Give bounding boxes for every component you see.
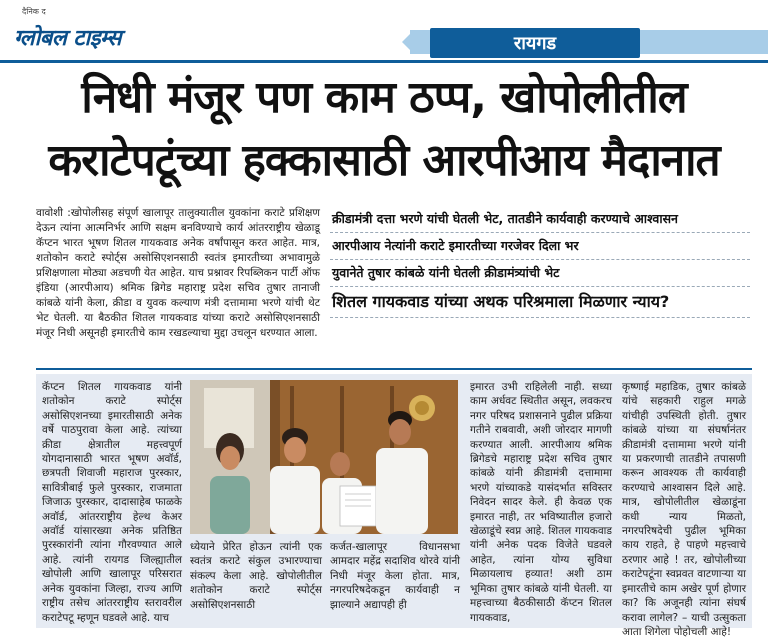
body-column-2a: ध्येयाने प्रेरित होऊन त्यांनी एक स्वतंत्र कराटे संकुल उभारण्याचा संकल्प केला आहे. खोपोलीतील शतोकोन कराटे स्पोर्ट्स असोसिएशनसाठी [190, 541, 322, 611]
masthead [0, 0, 768, 62]
headline [0, 68, 768, 194]
subheadings [330, 206, 750, 318]
newspaper-logo [14, 10, 121, 52]
body-column-3: इमारत उभी राहिलेली नाही. सध्या काम अर्धवट स्थितीत असून, लवकरच नगर परिषद प्रशासनाने पुढील प्रक्रिया गतीने राबवावी, अशी जोरदार मागणी करण्यात आली. आरपीआय श्रमिक ब्रिगेडचे महाराष्ट्र प्रदेश सचिव तुषार कांबळे यांनी क्रीडामंत्री दत्तामामा भरणे यांच्याकडे यासंदर्भात सविस्तर निवेदन सादर केले. ही केवळ एक इमारत नाही, तर भविष्यातील हजारो खेळाडूंचे स्वप्न आहे. शितल गायकवाड यांनी अनेक पदक विजेते घडवले आहेत, त्यांना योग्य सुविधा मिळायलाच हव्यात! अशी ठाम भूमिका तुषार कांबळे यांनी घेतली. या महत्त्वाच्या बैठकीसाठी कॅप्टन शितल गायकवाड, [470, 381, 612, 624]
logo-small-text: दैनिक द [22, 7, 46, 16]
subheading-3: युवानेते तुषार कांबळे यांनी घेतली क्रीडामंत्र्यांची भेट [330, 260, 750, 287]
headline-line-1: निधी मंजूर पण काम ठप्प, खोपोलीतील [81, 72, 687, 123]
news-photo [190, 380, 458, 534]
logo-text: ग्लोबल टाइम्स [14, 26, 122, 51]
photo-illustration [190, 380, 458, 534]
headline-line-2: कराटेपटूंच्या हक्कासाठी आरपीआय मैदानात [48, 135, 720, 186]
body-column-1: कॅप्टन शितल गायकवाड यांनी शतोकोन कराटे स्पोर्ट्स असोसिएशनच्या इमारतीसाठी अनेक वर्षे पाठपुरावा केला आहे. त्यांच्या क्रीडा क्षेत्रातील महत्त्वपूर्ण योगदानासाठी भारत भूषण अवॉर्ड, छत्रपती शिवाजी महाराज पुरस्कार, सावित्रीबाई फुले पुरस्कार, राजमाता जिजाऊ पुरस्कार, दादासाहेब फाळके अवॉर्ड, आंतरराष्ट्रीय हेल्थ केअर अवॉर्ड यांसारख्या अनेक प्रतिष्ठित पुरस्कारांनी त्यांना गौरवण्यात आले आहे. त्यांनी रायगड जिल्ह्यातील खोपोली आणि खालापूर परिसरात अनेक युवकांना जिल्हा, राज्य आणि राष्ट्रीय तसेच आंतरराष्ट्रीय स्तरावरील कराटेपटू म्हणून घडवले आहे. याच [42, 381, 182, 624]
body-column-4: कृष्णाई महाडिक, तुषार कांबळे यांचे सहकारी राहुल मगळे यांचीही उपस्थिती होती. तुषार कांबळे यांच्या या संघर्षानंतर क्रीडामंत्री दत्तामामा भरणे यांनी या प्रकरणाची तातडीने तपासणी करून आवश्यक ती कार्यवाही करण्याचे आश्वासन दिले आहे. मात्र, खोपोलीतील खेळाडूंना कधी न्याय मिळतो, नगरपरिषदेची पुढील भूमिका काय राहते, हे पाहणे महत्त्वाचे ठरणार आहे ! तर, खोपोलीच्या कराटेपटूंना स्वप्नवत वाटणाऱ्या या इमारतीचे काम अखेर पूर्ण होणार का? कि अजूनही त्यांना संघर्ष करावा लागेल? – याची उत्सुकता आता शिगेला पोहोचली आहे! [622, 381, 746, 638]
subheading-2: आरपीआय नेत्यांनी कराटे इमारतीच्या गरजेवर दिला भर [330, 233, 750, 260]
subheading-1: क्रीडामंत्री दत्ता भरणे यांची घेतली भेट, तातडीने कार्यवाही करण्याचे आश्वासन [330, 206, 750, 233]
subheading-4: शितल गायकवाड यांच्या अथक परिश्रमाला मिळणार न्याय? [330, 287, 750, 318]
section-divider [36, 368, 752, 370]
body-column-2b: कर्जत-खालापूर विधानसभा आमदार महेंद्र सदाशिव थोरवे यांनी निधी मंजूर केला होता. मात्र, नगरपरिषदेकडून कार्यवाही न झाल्याने अद्यापही ही [330, 541, 460, 611]
government-emblem-icon [409, 395, 435, 421]
lead-paragraph: वावोशी :खोपोलीसह संपूर्ण खालापूर तालुक्यातील युवकांना कराटे प्रशिक्षण देऊन त्यांना आत्मनिर्भर आणि सक्षम बनविण्याचे कार्य आंतरराष्ट्रीय खेळाडू कॅप्टन भारत भूषण शितल गायकवाड अनेक वर्षांपासून करत आहेत. मात्र, शतोकोन कराटे स्पोर्ट्स असोसिएशनसाठी स्वतंत्र इमारतीच्या अभावामुळे प्रशिक्षणाला मोठ्या अडचणी येत आहेत. याच प्रश्नावर रिपब्लिकन पार्टी ऑफ इंडिया (आरपीआय) श्रमिक ब्रिगेड महाराष्ट्र प्रदेश सचिव तुषार तानाजी कांबळे यांनी केला, क्रीडा व युवक कल्याण मंत्री दत्तामामा भरणे यांची थेट भेट घेतली. या बैठकीत शितल गायकवाड यांच्या कराटे असोसिएशनसाठी मंजूर निधी असूनही इमारतीचे काम रखडल्याचा मुद्दा उचलून धरण्यात आला. [36, 207, 320, 339]
section-tag: रायगड [430, 28, 640, 58]
header-rule [0, 60, 768, 63]
